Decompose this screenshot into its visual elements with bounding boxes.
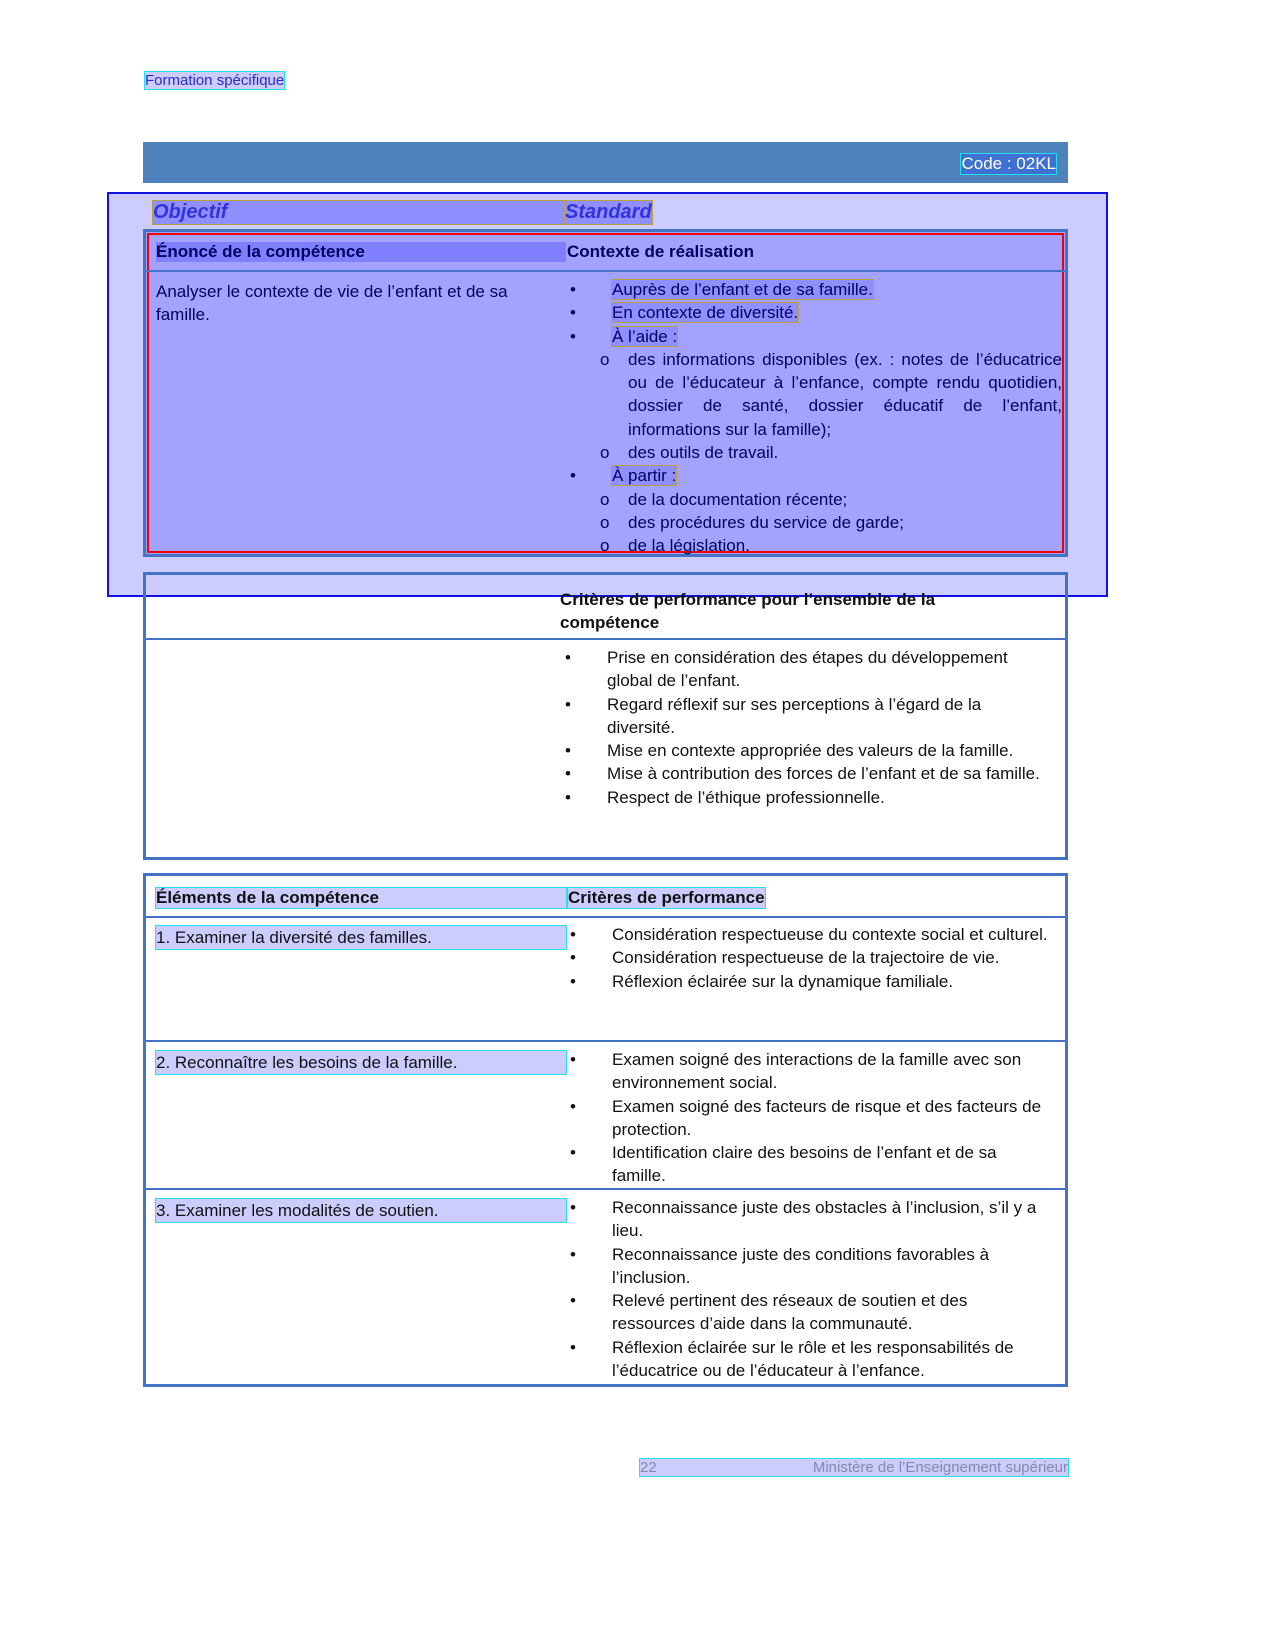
code-banner <box>143 142 1068 183</box>
criterion-text: Regard réflexif sur ses perceptions à l’égard de la diversité. <box>607 694 982 737</box>
elements-table <box>143 873 1068 1387</box>
criterion-text: Respect de l’éthique professionnelle. <box>607 787 885 807</box>
statement-header: Énoncé de la compétence <box>156 242 566 262</box>
criterion-text: Relevé pertinent des réseaux de soutien et des ressources d’aide dans la communauté. <box>612 1291 968 1334</box>
bullet-icon: • <box>565 764 571 784</box>
context-item-text: En contexte de diversité. <box>612 303 799 323</box>
bullet-icon: • <box>570 948 576 968</box>
criterion-text: Considération respectueuse du contexte social et culturel. <box>612 925 1048 944</box>
overall-criteria-list <box>565 646 1045 809</box>
criteria-list <box>570 1196 1050 1382</box>
context-item-text: À partir : <box>612 466 677 486</box>
criterion-text: Réflexion éclairée sur le rôle et les responsabilités de l’éducatrice ou de l’éducateur à l’enfance. <box>612 1337 1014 1381</box>
bullet-icon: • <box>570 466 576 486</box>
criterion-text: Examen soigné des facteurs de risque et des facteurs de protection. <box>612 1096 1042 1139</box>
criterion-item <box>570 946 1050 969</box>
ministry-name: Ministère de l’Enseignement supérieur <box>812 1459 1068 1476</box>
context-subitem-text: de la législation. <box>628 536 750 556</box>
context-subitem-text: de la documentation récente; <box>628 489 848 509</box>
criterion-text: Considération respectueuse de la trajectoire de vie. <box>612 948 1000 968</box>
running-header: Formation spécifique <box>145 72 285 89</box>
context-item <box>570 301 1062 324</box>
criterion-item <box>565 693 1045 740</box>
sub-bullet-icon: o <box>600 536 610 556</box>
criteria-list <box>570 1048 1050 1188</box>
row-divider <box>146 1188 1065 1190</box>
program-code: Code : 02KL <box>961 154 1056 173</box>
criterion-item <box>570 1196 1050 1243</box>
context-subitem-text: des informations disponibles (ex. : notes de l’éducatrice ou de l’éducateur à l’enfance, compte rendu quotidien, dossier de santé, dossier éducatif de l’enfant, informations sur la famille); <box>628 349 1062 439</box>
criterion-item <box>570 1141 1050 1188</box>
overall-criteria-header: Critères de performance pour l’ensemble de la compétence <box>560 590 936 632</box>
criterion-item <box>565 739 1045 762</box>
element-text: 2. Reconnaître les besoins de la famille. <box>156 1051 566 1074</box>
bullet-icon: • <box>570 1244 576 1264</box>
sub-bullet-icon: o <box>600 489 610 509</box>
sub-bullet-icon: o <box>600 349 610 369</box>
sub-bullet-icon: o <box>600 443 610 463</box>
context-item-text: Auprès de l’enfant et de sa famille. <box>612 280 873 299</box>
context-subitem <box>600 534 1062 557</box>
criterion-text: Mise en contexte appropriée des valeurs de la famille. <box>607 741 1014 761</box>
bullet-icon: • <box>570 925 576 944</box>
criterion-item <box>570 1289 1050 1336</box>
criterion-text: Reconnaissance juste des obstacles à l’inclusion, s’il y a lieu. <box>612 1198 1037 1241</box>
bullet-icon: • <box>570 280 576 299</box>
criterion-text: Mise à contribution des forces de l’enfant et de sa famille. <box>607 764 1040 784</box>
elements-header: Éléments de la compétence <box>156 888 566 908</box>
competency-statement: Analyser le contexte de vie de l’enfant et de sa famille. <box>156 282 508 325</box>
bullet-icon: • <box>570 1198 576 1217</box>
context-subitem <box>600 511 1062 534</box>
context-subitem-text: des outils de travail. <box>628 443 779 463</box>
page-number: 22 <box>640 1459 657 1476</box>
bullet-icon: • <box>565 741 571 761</box>
element-text: 3. Examiner les modalités de soutien. <box>156 1199 566 1222</box>
criterion-text: Réflexion éclairée sur la dynamique familiale. <box>612 971 954 991</box>
context-item <box>570 464 1062 487</box>
criterion-text: Reconnaissance juste des conditions favorables à l’inclusion. <box>612 1244 990 1287</box>
criterion-item <box>570 1048 1050 1095</box>
sub-bullet-icon: o <box>600 512 610 532</box>
objective-title: Objectif <box>153 201 563 224</box>
competency-table <box>143 229 1068 557</box>
standard-title: Standard <box>565 201 652 223</box>
bullet-icon: • <box>570 326 576 346</box>
context-item-text: À l’aide : <box>612 326 678 346</box>
context-subitem <box>600 348 1062 441</box>
bullet-icon: • <box>565 787 571 807</box>
criterion-item <box>570 923 1050 946</box>
criteria-header: Critères de performance <box>568 888 765 907</box>
bullet-icon: • <box>570 1050 576 1069</box>
page-footer <box>640 1459 1068 1476</box>
context-list <box>570 278 1062 558</box>
context-subitem <box>600 441 1062 464</box>
criterion-item <box>570 970 1050 993</box>
context-header: Contexte de réalisation <box>567 242 755 261</box>
context-subitem-text: des procédures du service de garde; <box>628 512 904 532</box>
bullet-icon: • <box>570 1143 576 1163</box>
row-divider <box>146 1040 1065 1042</box>
criterion-text: Identification claire des besoins de l’enfant et de sa famille. <box>612 1143 997 1186</box>
criterion-text: Examen soigné des interactions de la famille avec son environnement social. <box>612 1050 1022 1093</box>
criteria-list <box>570 923 1050 993</box>
context-item <box>570 278 1062 301</box>
context-item <box>570 325 1062 348</box>
bullet-icon: • <box>570 1096 576 1116</box>
bullet-icon: • <box>570 971 576 991</box>
criterion-item <box>570 1336 1050 1383</box>
element-text: 1. Examiner la diversité des familles. <box>156 926 566 949</box>
bullet-icon: • <box>570 1291 576 1311</box>
bullet-icon: • <box>565 694 571 714</box>
criterion-item <box>565 646 1045 693</box>
criterion-item <box>570 1095 1050 1142</box>
criterion-item <box>570 1243 1050 1290</box>
criterion-item <box>565 786 1045 809</box>
criterion-item <box>565 762 1045 785</box>
bullet-icon: • <box>565 648 571 667</box>
criterion-text: Prise en considération des étapes du développement global de l’enfant. <box>607 648 1008 691</box>
overall-criteria-table <box>143 572 1068 860</box>
context-subitem <box>600 488 1062 511</box>
bullet-icon: • <box>570 303 576 323</box>
bullet-icon: • <box>570 1337 576 1357</box>
